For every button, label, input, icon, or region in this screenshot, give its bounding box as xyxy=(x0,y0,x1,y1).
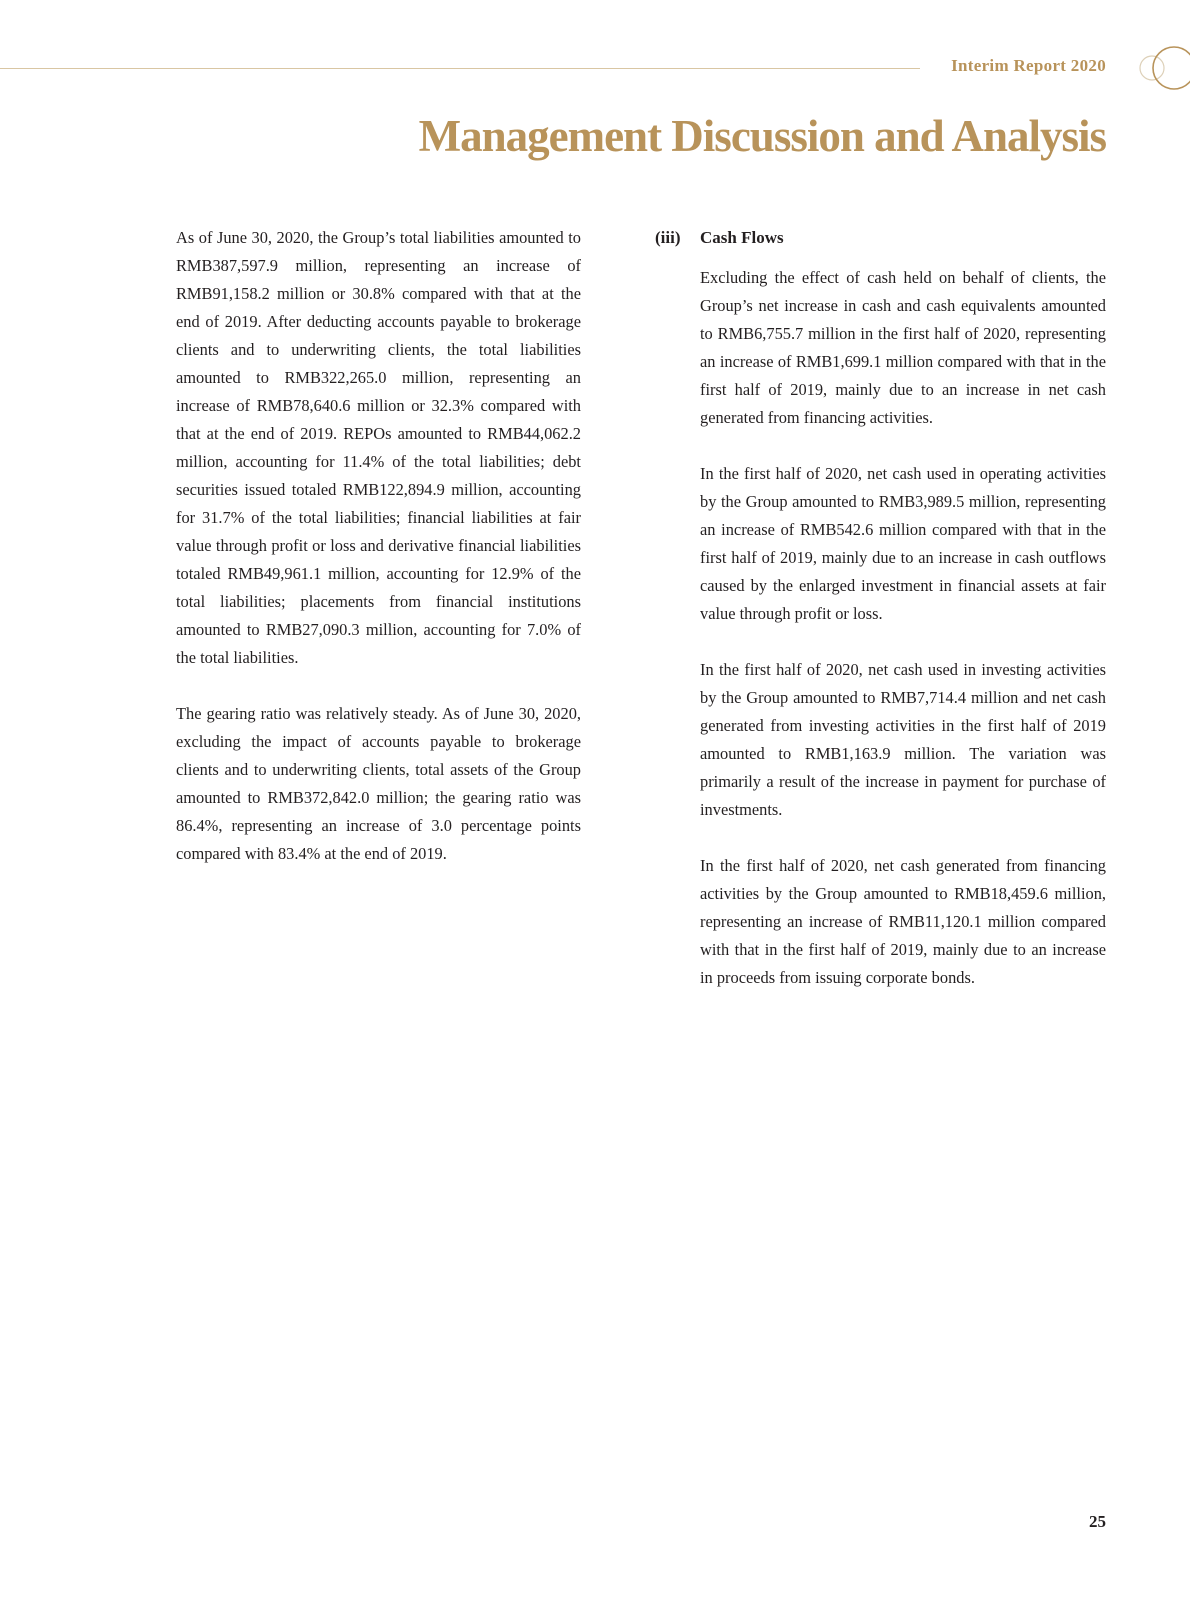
left-column xyxy=(176,224,581,896)
right-column xyxy=(700,264,1106,1020)
paragraph: Excluding the effect of cash held on behalf of clients, the Group’s net increase in cash and cash equivalents amounted to RMB6,755.7 million in the first half of 2020, representing an increase of RMB1,699.1 million compared with that in the first half of 2019, mainly due to an increase in net cash generated from financing activities. xyxy=(700,268,1106,427)
page-number: 25 xyxy=(1089,1512,1106,1531)
paragraph: In the first half of 2020, net cash generated from financing activities by the Group amounted to RMB18,459.6 million, representing an increase of RMB11,120.1 million compared with that in the first half of 2019, mainly due to an increase in proceeds from issuing corporate bonds. xyxy=(700,856,1106,987)
decorative-circles-icon xyxy=(1138,46,1190,98)
report-label: Interim Report 2020 xyxy=(951,56,1106,75)
paragraph: As of June 30, 2020, the Group’s total liabilities amounted to RMB387,597.9 million, representing an increase of RMB91,158.2 million or 30.8% compared with that at the end of 2019. After deducting accounts payable to brokerage clients and to underwriting clients, the total liabilities amounted to RMB322,265.0 million, representing an increase of RMB78,640.6 million or 32.3% compared with that at the end of 2019. REPOs amounted to RMB44,062.2 million, accounting for 11.4% of the total liabilities; debt securities issued totaled RMB122,894.9 million, accounting for 31.7% of the total liabilities; financial liabilities at fair value through profit or loss and derivative financial liabilities totaled RMB49,961.1 million, accounting for 12.9% of the total liabilities; placements from financial institutions amounted to RMB27,090.3 million, accounting for 7.0% of the total liabilities. xyxy=(176,228,581,667)
section-number: (iii) xyxy=(655,228,681,247)
paragraph: The gearing ratio was relatively steady. As of June 30, 2020, excluding the impact of accounts payable to brokerage clients and to underwriting clients, total assets of the Group amounted to RMB372,842.0 million; the gearing ratio was 86.4%, representing an increase of 3.0 percentage points compared with 83.4% at the end of 2019. xyxy=(176,704,581,863)
paragraph: In the first half of 2020, net cash used in investing activities by the Group amounted to RMB7,714.4 million and net cash generated from investing activities in the first half of 2019 amounted to RMB1,163.9 million. The variation was primarily a result of the increase in payment for purchase of investments. xyxy=(700,660,1106,819)
section-heading xyxy=(655,224,784,252)
header-rule xyxy=(0,68,920,69)
section-title: Cash Flows xyxy=(700,228,784,247)
page-title: Management Discussion and Analysis xyxy=(418,111,1106,161)
paragraph: In the first half of 2020, net cash used in operating activities by the Group amounted to RMB3,989.5 million, representing an increase of RMB542.6 million compared with that in the first half of 2019, mainly due to an increase in cash outflows caused by the enlarged investment in financial assets at fair value through profit or loss. xyxy=(700,464,1106,623)
